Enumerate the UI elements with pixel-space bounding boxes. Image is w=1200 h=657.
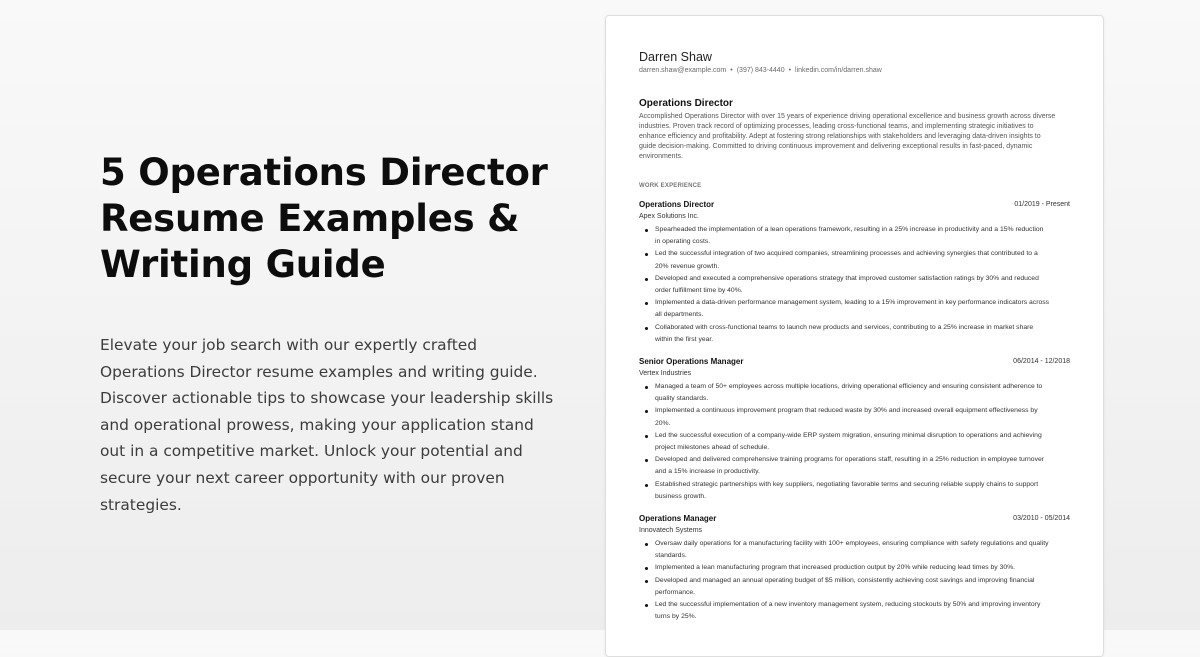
contact-separator: • [730,67,733,74]
resume-name: Darren Shaw [639,50,712,64]
job-bullet: Implemented a data-driven performance management system, leading to a 15% improvement in key performance indicators across all departments. [639,297,1050,321]
resume-headline: Operations Director [639,98,733,109]
job-dates: 01/2019 - Present [1014,201,1070,208]
job-bullets [639,224,1070,346]
job-title: Senior Operations Manager [639,357,744,367]
contact-phone: (397) 843-4440 [736,67,785,74]
job-dates: 03/2010 - 05/2014 [1013,515,1070,523]
job-bullet: Led the successful integration of two acquired companies, streamlining processes and achieving synergies that contributed to a 20% revenue growth. [639,248,1050,272]
job-company: Vertex Industries [639,370,692,378]
job-bullet: Developed and managed an annual operating budget of $5 million, consistently achieving cost savings and improving financial performance. [639,575,1050,599]
job-entry [639,514,1070,623]
resume-summary: Accomplished Operations Director with over 15 years of experience driving operational excellence and business growth across diverse industries. Proven track record of optimizing processes, leading cross-functional teams, and implementing strategic initiatives to enhance efficiency and profitability. Adept at fostering strong relationships with stakeholders and leveraging data-driven insights to guide decision-making. Committed to driving continuous improvement and delivering exceptional results in fast-paced, dynamic environments. [639,113,1056,160]
job-bullet: Oversaw daily operations for a manufacturing facility with 100+ employees, ensuring compliance with safety regulations and quality standards. [639,538,1050,562]
section-heading-work-experience: WORK EXPERIENCE [639,183,702,189]
job-bullets [639,381,1070,503]
page-description: Elevate your job search with our expertly crafted Operations Director resume examples and writing guide. Discover actionable tips to showcase your leadership skills and operational prowess, making your application stand out in a competitive market. Unlock your potential and secure your next career opportunity with our proven strategies. [100,336,554,514]
contact-separator: • [788,67,792,74]
resume-contact [639,66,1070,76]
job-entry [639,200,1070,346]
job-company: Innovatech Systems [639,527,703,535]
job-bullet: Established strategic partnerships with key suppliers, negotiating favorable terms and securing reliable supply chains to support business growth. [639,479,1050,503]
job-bullet: Developed and executed a comprehensive operations strategy that improved customer satisfaction ratings by 30% and reduced order fulfillment time by 40%. [639,273,1050,297]
job-title: Operations Director [639,200,715,209]
job-dates: 06/2014 - 12/2018 [1013,358,1070,366]
job-title: Operations Manager [639,514,717,524]
job-company: Apex Solutions Inc. [639,213,699,220]
resume-content [639,50,1070,623]
job-bullet: Managed a team of 50+ employees across multiple locations, driving operational efficiency and ensuring consistent adherence to quality standards. [639,381,1050,405]
job-bullet: Implemented a continuous improvement program that reduced waste by 30% and increased overall equipment effectiveness by 20%. [639,405,1050,429]
job-bullets [639,538,1070,623]
job-bullet: Spearheaded the implementation of a lean operations framework, resulting in a 25% increase in productivity and a 15% reduction in operating costs. [639,224,1050,248]
contact-email: darren.shaw@example.com [639,67,727,74]
job-entry [639,357,1070,503]
job-bullet: Led the successful execution of a company-wide ERP system migration, ensuring minimal disruption to operations and achieving project milestones ahead of schedule. [639,430,1050,454]
job-bullet: Collaborated with cross-functional teams to launch new products and services, contributing to a 25% increase in market share within the first year. [639,322,1050,346]
job-bullet: Developed and delivered comprehensive training programs for operations staff, resulting in a 25% reduction in employee turnover and a 15% increase in productivity. [639,454,1050,478]
page-title: 5 Operations Director Resume Examples & Writing Guide [100,151,548,286]
job-bullet: Implemented a lean manufacturing program that increased production output by 20% while reducing lead times by 30%. [639,562,1050,574]
hero-section [100,150,570,518]
job-bullet: Led the successful implementation of a new inventory management system, reducing stockouts by 50% and improving inventory turns by 25%. [639,599,1050,623]
contact-linkedin: linkedin.com/in/darren.shaw [795,67,882,74]
resume-preview [605,15,1104,657]
